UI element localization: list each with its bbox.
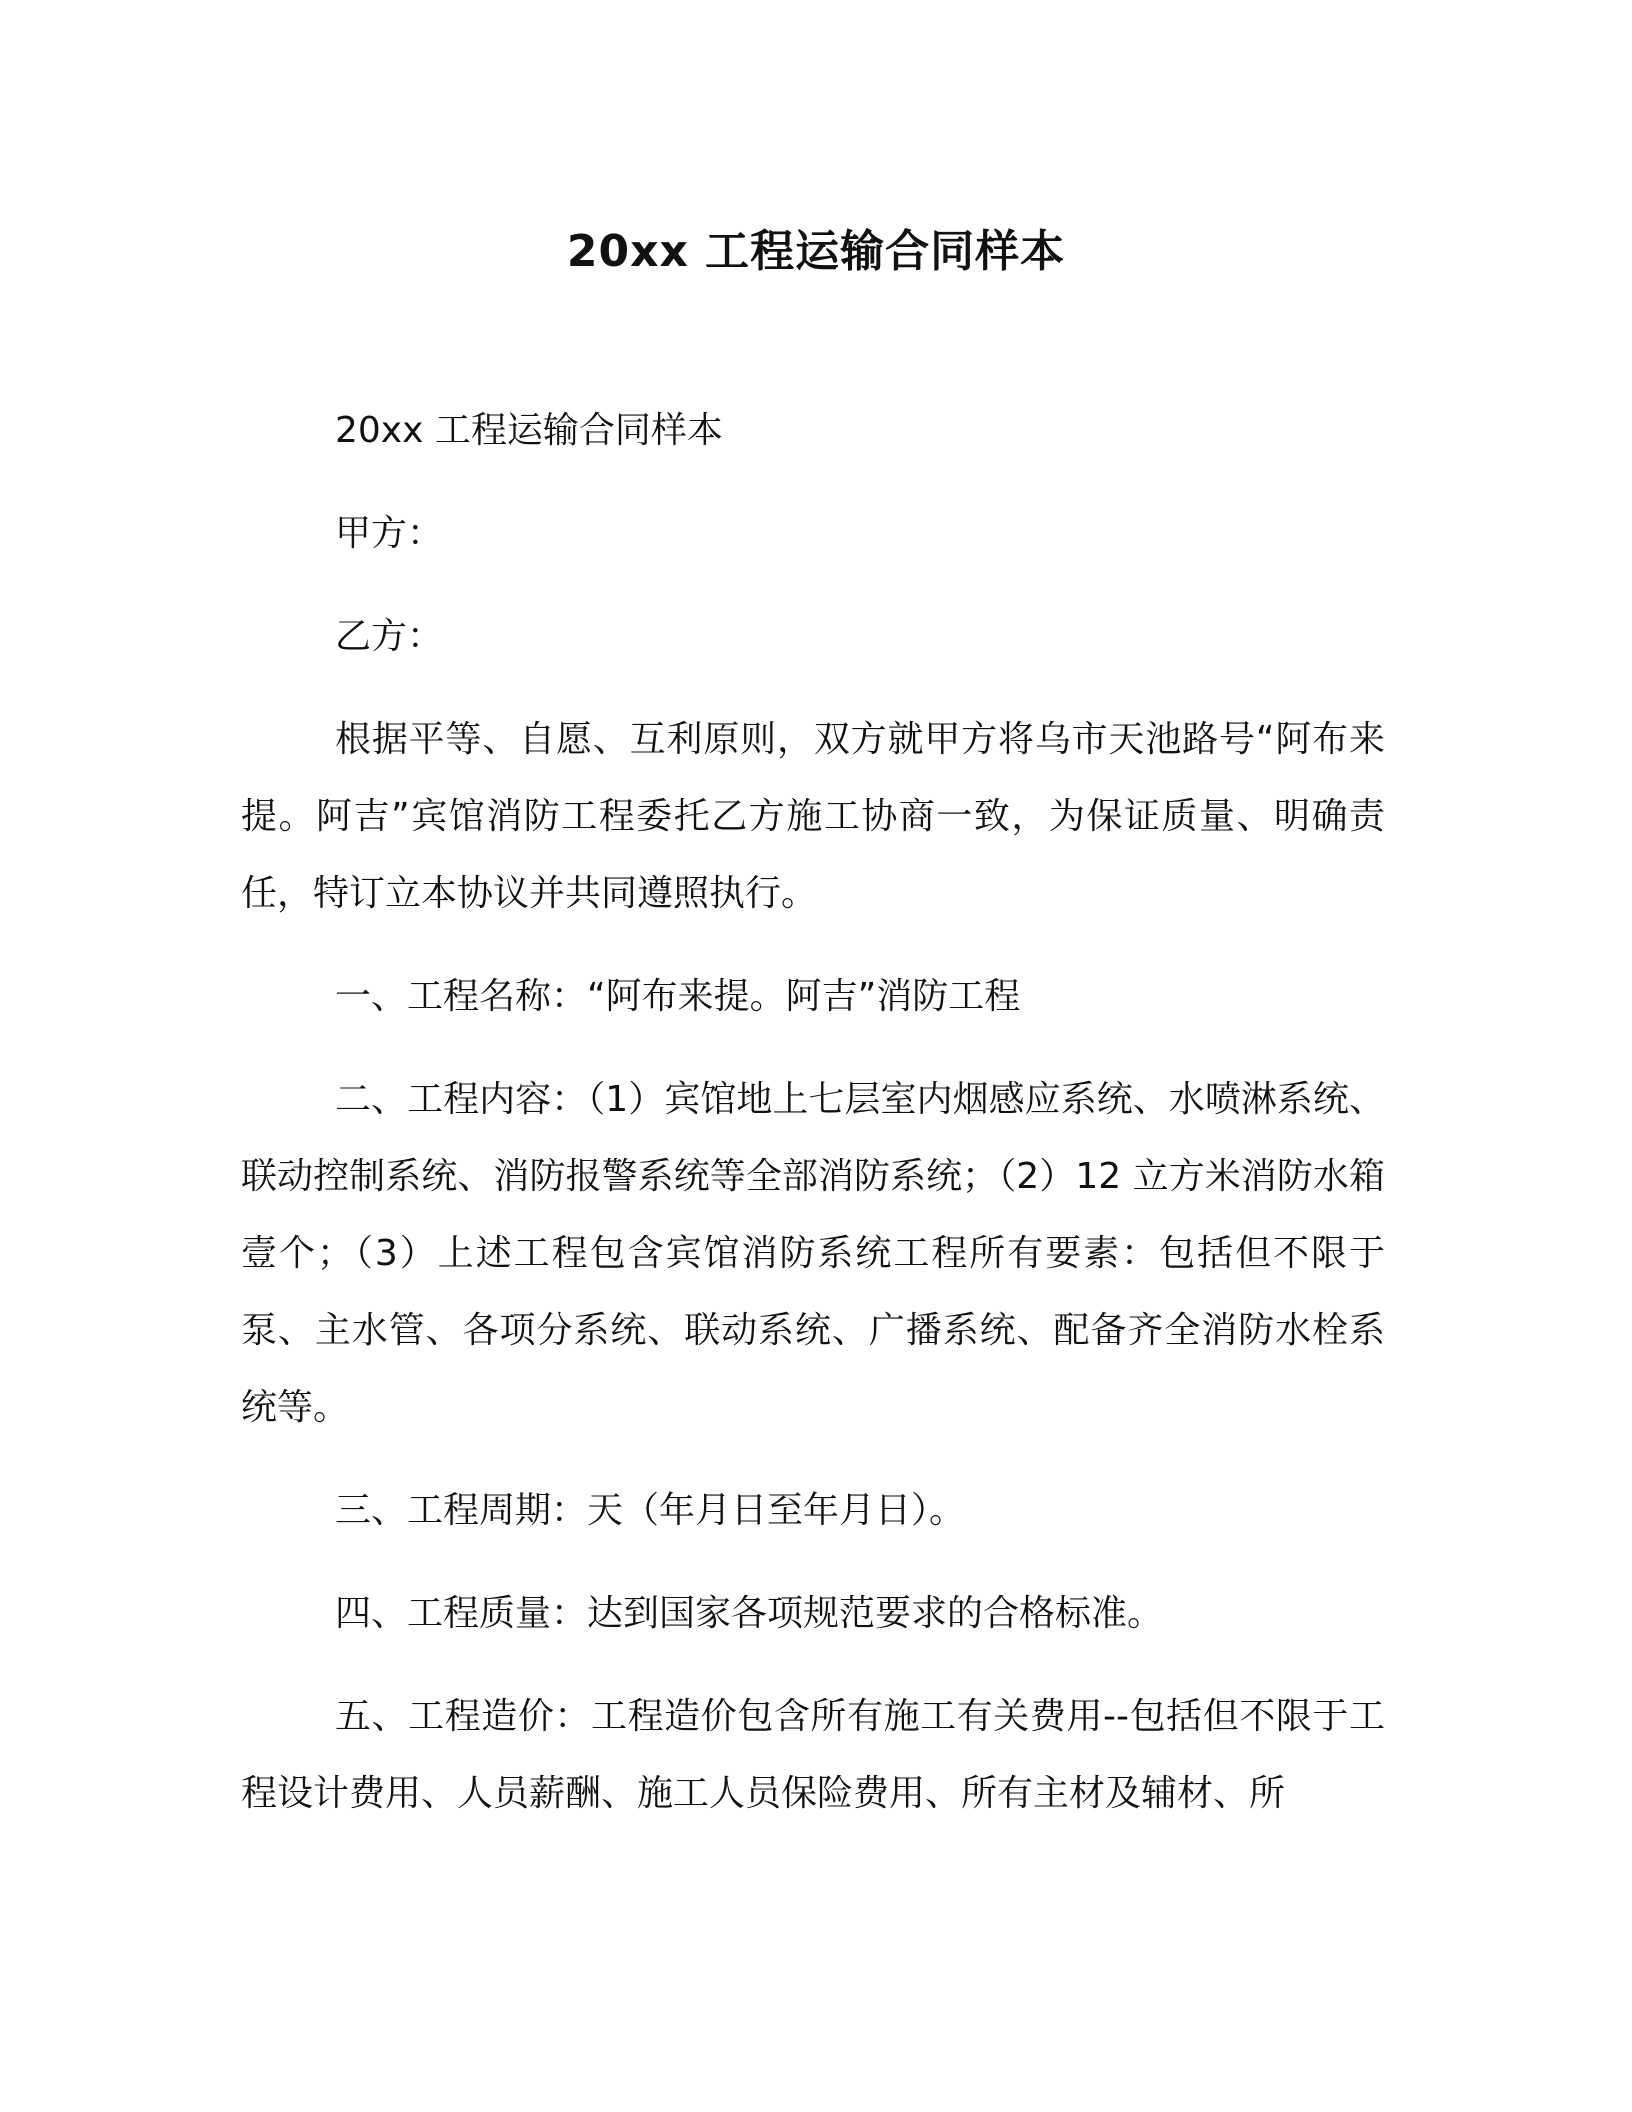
paragraph-subtitle: 20xx 工程运输合同样本: [335, 410, 723, 451]
paragraph-project-quality: 四、工程质量：达到国家各项规范要求的合格标准。: [335, 1593, 1164, 1634]
paragraph-project-period: 三、工程周期：天（年月日至年月日）。: [335, 1490, 966, 1531]
paragraph-project-name: 一、工程名称：“阿布来提。阿吉”消防工程: [335, 976, 1021, 1017]
document-title: 20xx 工程运输合同样本: [566, 226, 1066, 277]
paragraph-project-cost: 五、工程造价：工程造价包含所有施工有关费用--包括但不限于工程设计费用、人员薪酬、施工人员保险费用、所有主材及辅材、所: [241, 1696, 1385, 1814]
paragraph-party-b: 乙方：: [335, 616, 444, 657]
paragraph-project-content: 二、工程内容：（1）宾馆地上七层室内烟感应系统、水喷淋系统、联动控制系统、消防报警系统等全部消防系统；（2）12 立方米消防水箱壹个；（3）上述工程包含宾馆消防系统工程所有要素：包括但不限于泵、主水管、各项分系统、联动系统、广播系统、配备齐全消防水栓系统等。: [241, 1079, 1385, 1428]
paragraph-preamble: 根据平等、自愿、互利原则，双方就甲方将乌市天池路号“阿布来提。阿吉”宾馆消防工程委托乙方施工协商一致，为保证质量、明确责任，特订立本协议并共同遵照执行。: [241, 719, 1385, 914]
paragraph-party-a: 甲方：: [335, 513, 444, 554]
document-body: [241, 392, 1385, 1858]
